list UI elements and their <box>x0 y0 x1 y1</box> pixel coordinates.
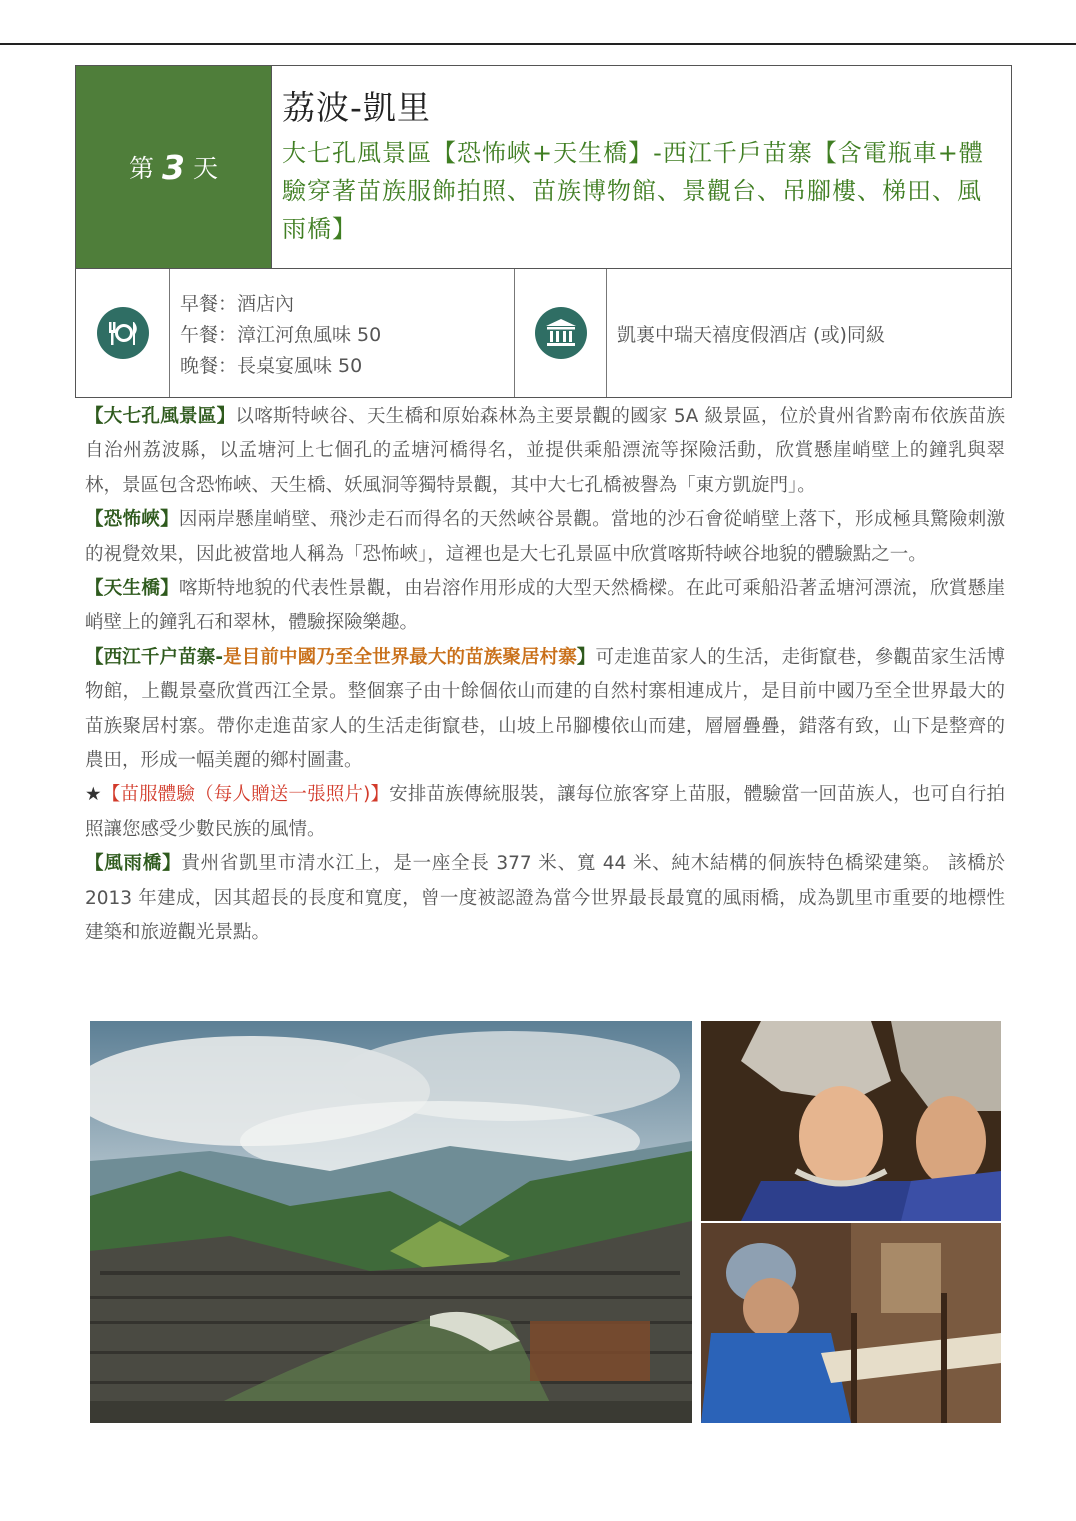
star-icon: ★ <box>85 784 102 806</box>
meal-breakfast: 早餐：酒店內 <box>180 293 295 315</box>
paragraph-dakeng <box>85 400 1005 503</box>
meals-cell <box>170 269 515 397</box>
day-header <box>75 65 1012 269</box>
paragraph-tag: 【苗服體驗（每人贈送一張照片)】 <box>101 784 390 806</box>
paragraph-tag: 【風雨橋】 <box>85 853 182 875</box>
route-cell <box>272 66 1011 268</box>
paragraph-text: 因兩岸懸崖峭壁、飛沙走石而得名的天然峽谷景觀。當地的沙石會從峭壁上落下，形成極具驚險刺激的視覺效果，因此被當地人稱為「恐怖峽」，這裡也是大七孔景區中欣賞喀斯特峽谷地貌的體驗點之一。 <box>85 509 1005 565</box>
paragraph-costume <box>85 778 1005 847</box>
paragraph-xijiang <box>85 641 1005 779</box>
meals-hotel-row <box>75 269 1012 398</box>
paragraph-tag: 【恐怖峽】 <box>85 509 179 531</box>
paragraph-tag: 【大七孔風景區】 <box>85 406 236 427</box>
paragraph-tag-end: 】 <box>576 646 596 668</box>
paragraph-bridge <box>85 847 1005 950</box>
paragraph-tag: 【天生橋】 <box>85 578 179 600</box>
route-title: 荔波-凱里 <box>282 88 431 127</box>
paragraph-text: 安排苗族傳統服裝，讓每位旅客穿上苗服，體驗當一回苗族人，也可自行拍照讓您感受少數民族的風情。 <box>85 784 1005 840</box>
paragraph-tiansheng <box>85 572 1005 641</box>
miao-women-silver-headdress-photo <box>701 1021 1001 1221</box>
hotel-icon <box>535 307 587 359</box>
day-prefix: 第 <box>129 154 155 183</box>
paragraph-text: 喀斯特地貌的代表性景觀，由岩溶作用形成的大型天然橋樑。在此可乘船沿著孟塘河漂流，欣賞懸崖峭壁上的鐘乳石和翠林，體驗探險樂趣。 <box>85 578 1005 634</box>
miao-elder-weaving-photo <box>701 1223 1001 1423</box>
hotel-icon-cell <box>515 269 607 397</box>
top-rule <box>0 43 1076 45</box>
meal-lunch: 午餐：漳江河魚風味 50 <box>180 324 382 346</box>
meal-dinner: 晚餐：長桌宴風味 50 <box>180 355 363 377</box>
dining-icon <box>97 307 149 359</box>
hotel-name: 凱裏中瑞天禧度假酒店 (或)同級 <box>617 323 885 346</box>
paragraph-text: 以喀斯特峽谷、天生橋和原始森林為主要景觀的國家 5A 級景區，位於貴州省黔南布依族苗族自治州荔波縣，以孟塘河上七個孔的孟塘河橋得名，並提供乘船漂流等探險活動，欣賞懸崖峭壁上的鐘乳與翠林，景區包含恐怖峽、天生橋、妖風洞等獨特景觀，其中大七孔橋被譽為「東方凱旋門」。 <box>85 406 1005 496</box>
route-subtitle: 大七孔風景區【恐怖峽+天生橋】-西江千戶苗寨【含電瓶車+體驗穿著苗族服飾拍照、苗族博物館、景觀台、吊腳樓、梯田、風雨橋】 <box>282 139 984 243</box>
itinerary-description <box>85 400 1005 951</box>
day-number: 3 <box>162 147 185 187</box>
paragraph-highlight: 是目前中國乃至全世界最大的苗族聚居村寨 <box>223 646 577 668</box>
xijiang-village-photo <box>90 1021 692 1423</box>
paragraph-text: 貴州省凱里市清水江上，是一座全長 377 米、寬 44 米、純木結構的侗族特色橋梁建築。 該橋於 2013 年建成，因其超長的長度和寬度，曾一度被認證為當今世界最長最寬的風雨橋，成為凱里市重要的地標性建築和旅遊觀光景點。 <box>85 853 1005 944</box>
day-badge <box>76 66 272 268</box>
meals-icon-cell <box>76 269 170 397</box>
paragraph-text: 可走進苗家人的生活，走街竄巷，參觀苗家生活博物館，上觀景臺欣賞西江全景。整個寨子由十餘個依山而建的自然村寨相連成片，是目前中國乃至全世界最大的苗族聚居村寨。帶你走進苗家人的生活走街竄巷，山坡上吊腳樓依山而建，層層疊疊，錯落有致，山下是整齊的農田，形成一幅美麗的鄉村圖畫。 <box>85 646 1005 772</box>
paragraph-kongbu <box>85 503 1005 572</box>
day-suffix: 天 <box>192 154 218 183</box>
paragraph-tag: 【西江千户苗寨- <box>85 646 224 668</box>
